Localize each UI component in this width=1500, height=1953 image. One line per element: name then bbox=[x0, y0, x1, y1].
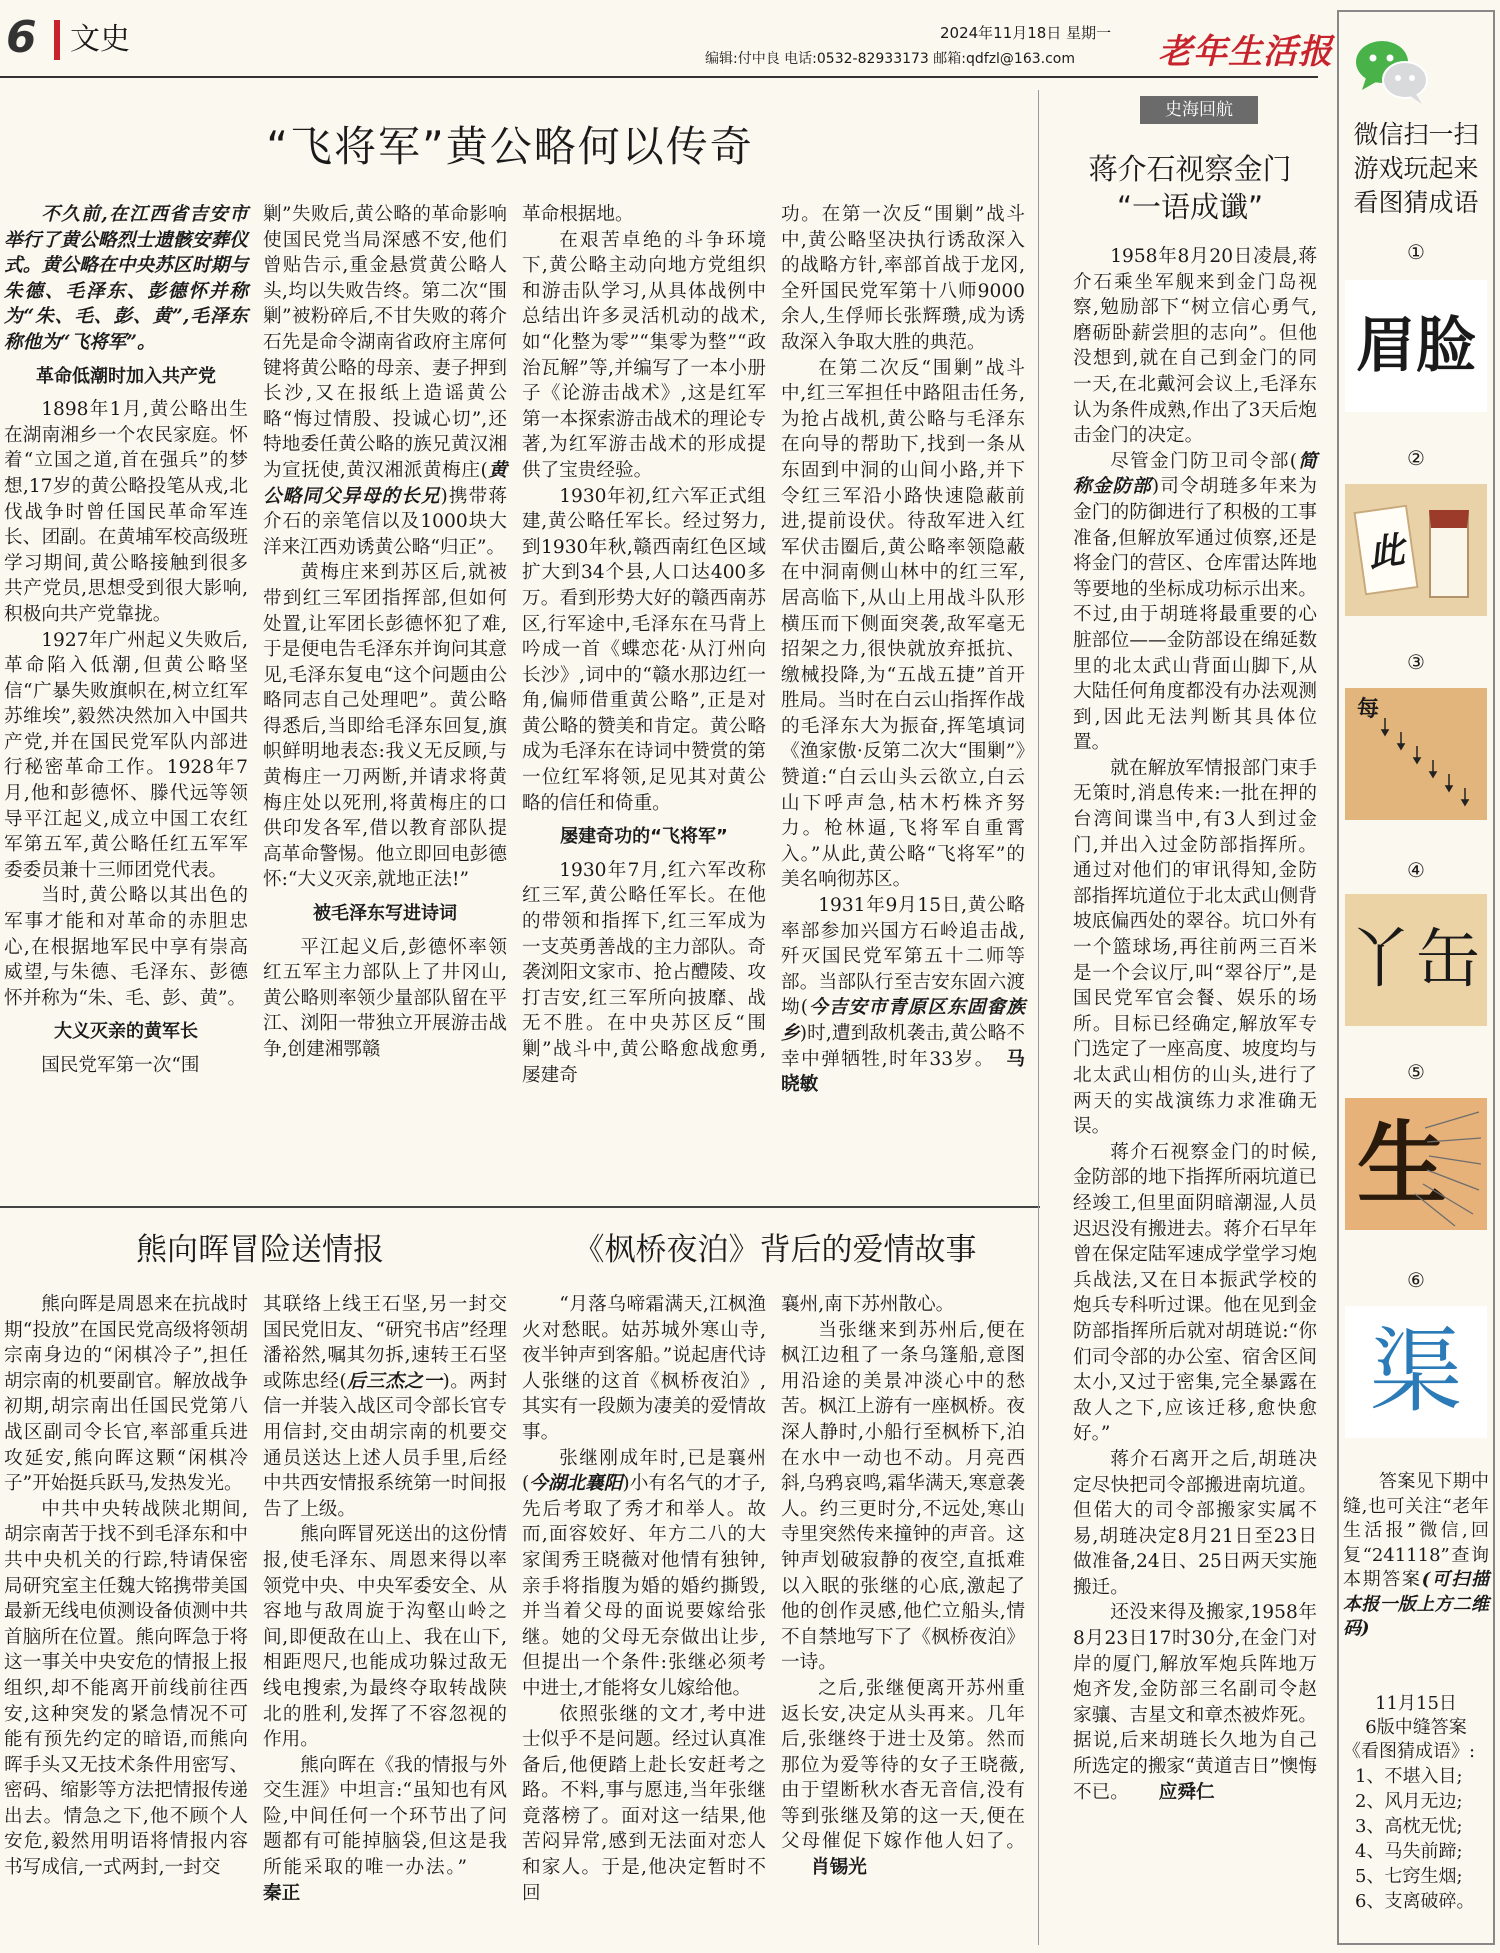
paragraph: 当时,黄公略以其出色的军事才能和对革命的赤胆忠心,在根据地军民中享有崇高威望,与朱德、毛泽东、彭德怀并称为“朱、毛、彭、黄”。 bbox=[4, 885, 248, 1009]
paragraph: 1931年9月15日,黄公略率部参加兴国方石岭追击战,歼灭国民党军第五十二师等部。当部队行至吉安东固六渡坳(今吉安市青原区东固畲族乡)时,遭到敌机袭击,黄公略不幸中弹牺牲,时年33岁。 马晓敏 bbox=[781, 895, 1025, 1096]
puzzle-glyph: 此 bbox=[1353, 505, 1418, 596]
puzzle-number: ③ bbox=[1407, 650, 1425, 674]
paragraph: 蒋介石离开之后,胡琏决定尽快把司令部搬进南坑道。但偌大的司令部搬家实属不易,胡琏决定8月21日至23日做准备,24日、25日两天实施搬迁。 bbox=[1073, 1448, 1317, 1598]
paragraph: 剿”失败后,黄公略的革命影响使国民党当局深感不安,他们曾贴告示,重金悬赏黄公略人头,均以失败告终。第二次“围剿”被粉碎后,不甘失败的蒋介石先是命令湖南省政府主席何键将黄公略的母亲、妻子押到长沙,又在报纸上造谣黄公略“悔过情殷、投诚心切”,还特地委任黄公略的族兄黄汉湘为宣抚使,黄汉湘派黄梅庄(黄公略同父异母的长兄)携带蒋介石的亲笔信以及1000块大洋来江西劝诱黄公略“归正”。 bbox=[263, 204, 507, 558]
wechat-icon bbox=[1350, 28, 1432, 110]
xiong-title: 熊向晖冒险送情报 bbox=[136, 1232, 384, 1268]
header-rule bbox=[0, 76, 1318, 78]
promo-line-1: 微信扫一扫 bbox=[1353, 120, 1479, 149]
puzzle-number: ④ bbox=[1407, 858, 1425, 882]
author: 马晓敏 bbox=[781, 1048, 1025, 1096]
subhead-2: 大义灭亲的黄军长 bbox=[54, 1021, 198, 1043]
author: 肖锡光 bbox=[811, 1857, 867, 1879]
paragraph: 1898年1月,黄公略出生在湖南湘乡一个农民家庭。怀着“立国之道,首在强兵”的梦想,17岁的黄公略投笔从戎,北伐战争时曾任国民革命军连长、团副。在黄埔军校高级班学习期间,黄公略接触到很多共产党员,思想受到很大影响,积极向共产党靠拢。 bbox=[4, 399, 248, 625]
puzzle-image-5 bbox=[1345, 1098, 1487, 1230]
annotation: 黄公略同父异母的长兄 bbox=[263, 459, 507, 507]
puzzle-image-6 bbox=[1345, 1306, 1487, 1438]
paragraph: 在艰苦卓绝的斗争环境下,黄公略主动向地方党组织和游击队学习,从具体战例中总结出许多灵活机动的战术,如“化整为零”“集零为整”“政治瓦解”等,并编写了一本小册子《论游击战术》,这是红军第一本探索游击战术的理论专著,为红军游击战术的形成提供了宝贵经验。 bbox=[522, 229, 766, 481]
paragraph: 在第二次反“围剿”战斗中,红三军担任中路阻击任务,为抢占战机,黄公略与毛泽东在向导的帮助下,找到一条从东固到中洞的山间小路,并下令红三军沿小路快速隐蔽前进,提前设伏。待敌军进入红军伏击圈后,黄公略率领隐蔽在中洞南侧山林中的红三军,居高临下,从山上用战斗队形横压而下侧面突袭,敌军毫无招架之力,很快就放弃抵抗、缴械投降,为“五战五捷”首开胜局。当时在白云山指挥作战的毛泽东大为振奋,挥笔填词《渔家傲·反第二次大“围剿”》赞道:“白云山头云欲立,白云山下呼声急,枯木朽株齐努力。枪林逼,飞将军自重霄入。”从此,黄公略“飞将军”的美名响彻苏区。 bbox=[781, 357, 1025, 891]
feature-intro: 不久前,在江西省吉安市举行了黄公略烈士遗骸安葬仪式。黄公略在中央苏区时期与朱德、毛泽东、彭德怀并称为“朱、毛、彭、黄”,毛泽东称他为“飞将军”。 bbox=[4, 204, 248, 353]
promo-line-2: 游戏玩起来 bbox=[1353, 154, 1479, 183]
author: 秦正 bbox=[263, 1882, 301, 1904]
fengqiao-title: 《枫桥夜泊》背后的爱情故事 bbox=[573, 1232, 977, 1268]
section-name: 文史 bbox=[70, 22, 130, 57]
seal-stamp bbox=[1429, 510, 1469, 598]
paragraph: 1958年8月20日凌晨,蒋介石乘坐军舰来到金门岛视察,勉励部下“树立信心勇气,磨砺卧薪尝胆的志向”。但他没想到,就在自己到金门的同一天,在北戴河会议上,毛泽东认为条件成熟,作出了3天后炮击金门的决定。 bbox=[1073, 246, 1317, 447]
puzzle-glyph: 生 bbox=[1357, 1111, 1447, 1217]
paragraph: 其联络上线王石坚,另一封交国民党旧友、“研究书店”经理潘裕然,嘱其勿拆,速转王石坚或陈忠经(后三杰之一)。两封信一并装入战区司令部长官专用信封,交由胡宗南的机要交通员送达上述人员手里,后经中共西安情报系统第一时间报告了上级。 bbox=[263, 1294, 507, 1520]
feature-col-2 bbox=[263, 202, 507, 1063]
subhead-4: 屡建奇功的“飞将军” bbox=[560, 826, 728, 848]
prev-answer-item: 2、风月无边; bbox=[1355, 1791, 1463, 1812]
prev-answer-item: 6、支离破碎。 bbox=[1355, 1891, 1475, 1912]
section-rule bbox=[0, 1206, 1040, 1208]
puzzle-glyph: 眉脸 bbox=[1356, 311, 1476, 381]
annotation: 今吉安市青原区东固畲族乡 bbox=[781, 997, 1025, 1044]
puzzle-image-3 bbox=[1345, 688, 1487, 820]
column-tag: 史海回航 bbox=[1140, 96, 1258, 124]
feature-col-4 bbox=[781, 202, 1025, 1098]
prev-answer-list bbox=[1355, 1764, 1495, 1914]
annotation: 今湖北襄阳 bbox=[529, 1473, 623, 1495]
paragraph: 还没来得及搬家,1958年8月23日17时30分,在金门对岸的厦门,解放军炮兵阵地万炮齐发,金防部三名副司令赵家骧、吉星文和章杰被炸死。据说,后来胡琏长久地为自己所选定的搬家“黄道吉日”懊悔不已。 应舜仁 bbox=[1073, 1602, 1317, 1803]
paragraph: 当张继来到苏州后,便在枫江边租了一条乌篷船,意图用沿途的美景冲淡心中的愁苦。枫江上游有一座枫桥。夜深人静时,小船行至枫桥下,泊在水中一动也不动。月亮西斜,乌鸦哀鸣,霜华满天,寒意袭人。约三更时分,不远处,寒山寺里突然传来撞钟的声音。这钟声划破寂静的夜空,直抵难以入眠的张继的心底,激起了他的创作灵感,他伫立船头,情不自禁地写下了《枫桥夜泊》一诗。 bbox=[781, 1319, 1025, 1674]
fengqiao-col-1 bbox=[522, 1292, 766, 1906]
paragraph: 1927年广州起义失败后,革命陷入低潮,但黄公略坚信“广暴失败旗帜在,树立红军苏维埃”,毅然决然加入中国共产党,并在国民党军队内部进行秘密革命工作。1928年7月,他和彭德怀、滕代远等领导平江起义,成立中国工农红军第五军,黄公略任红五军军委委员兼十三师团党代表。 bbox=[4, 629, 248, 881]
subhead-1: 革命低潮时加入共产党 bbox=[36, 365, 216, 387]
paragraph: 熊向晖是周恩来在抗战时期“投放”在国民党高级将领胡宗南身边的“闲棋冷子”,担任胡宗南的机要副官。解放战争初期,胡宗南出任国民党第八战区副司令长官,率部重兵进攻延安,熊向晖这颗“闲棋冷子”开始挺兵跃马,发热发光。 bbox=[4, 1294, 248, 1495]
puzzle-number: ② bbox=[1407, 446, 1425, 470]
puzzle-image-1 bbox=[1345, 280, 1487, 412]
feature-title: “飞将军”黄公略何以传奇 bbox=[266, 122, 754, 171]
prev-answer-item: 3、高枕无忧; bbox=[1355, 1816, 1463, 1837]
puzzle-glyph: 渠 bbox=[1369, 1318, 1462, 1425]
issue-date: 2024年11月18日 星期一 bbox=[940, 24, 1112, 42]
jiang-title-1: 蒋介石视察金门 bbox=[1088, 152, 1292, 186]
paragraph: 襄州,南下苏州散心。 bbox=[781, 1294, 955, 1315]
answer-note: 答案见下期中缝,也可关注“老年生活报”微信,回复“241118”查询本期答案(可扫描本报一版上方二维码) bbox=[1343, 1471, 1489, 1639]
paragraph: 就在解放军情报部门束手无策时,消息传来:一批在押的台湾间谍当中,有3人到过金门,并出入过金防部指挥所。通过对他们的审讯得知,金防部指挥坑道位于北太武山侧背坡底偏西处的翠谷。坑口外有一个篮球场,再往前两三百米是一个会议厅,叫“翠谷厅”,是国民党军官会餐、娱乐的场所。目标已经确定,解放军专门选定了一座高度、坡度均与北太武山相仿的山头,进行了两天的实战演练力求准确无误。 bbox=[1073, 757, 1317, 1138]
puzzle-smoke bbox=[1345, 1098, 1487, 1230]
paragraph: 平江起义后,彭德怀率领红五军主力部队上了井冈山,黄公略则率领少量部队留在平江、浏阳一带独立开展游击战争,创建湘鄂赣 bbox=[263, 936, 507, 1060]
paragraph: 1930年初,红六军正式组建,黄公略任军长。经过努力,到1930年秋,赣西南红色区域扩大到34个县,人口达400多万。看到形势大好的赣西南苏区,行军途中,毛泽东在马背上吟成一首《蝶恋花·从汀州向长沙》,词中的“赣水那边红一角,偏师借重黄公略”,正是对黄公略的赞美和肯定。黄公略成为毛泽东在诗词中赞赏的第一位红军将领,足见其对黄公略的信任和倚重。 bbox=[522, 485, 766, 814]
paragraph: 蒋介石视察金门的时候,金防部的地下指挥所兩坑道已经竣工,但里面阴暗潮湿,人员迟迟没有搬进去。蒋介石早年曾在保定陆军速成学堂学习炮兵战法,又在日本振武学校的炮兵专科听过课。他在见到金防部指挥所后就对胡琏说:“你们司令部的办公室、宿舍区间太小,又过于密集,完全暴露在敌人之下,应该迁移,愈快愈好。” bbox=[1073, 1141, 1317, 1445]
puzzle-image-4 bbox=[1345, 894, 1487, 1026]
puzzle-glyph: 丫缶 bbox=[1348, 923, 1484, 997]
header-divider bbox=[54, 20, 60, 60]
xiong-col-1 bbox=[4, 1292, 248, 1881]
puzzle-number: ① bbox=[1407, 240, 1425, 264]
fengqiao-col-2 bbox=[781, 1292, 1025, 1881]
jiang-title-2: “一语成谶” bbox=[1116, 190, 1264, 224]
prev-answer-title-1: 11月15日 bbox=[1375, 1693, 1457, 1714]
paragraph: 熊向晖冒死送出的这份情报,使毛泽东、周恩来得以率领党中央、中央军委安全、从容地与敌周旋于沟壑山岭之间,即便敌在山上、我在山下,相距咫尺,也能成功躲过敌无线电搜索,为最终夺取转战陕北的胜利,发挥了不容忽视的作用。 bbox=[263, 1524, 507, 1751]
paragraph: 中共中央转战陕北期间,胡宗南苦于找不到毛泽东和中共中央机关的行踪,特请保密局研究室主任魏大铭携带美国最新无线电侦测设备侦测中共首脑所在位置。熊向晖急于将这一事关中央安危的情报上报组织,却不能离开前线前往西安,这种突发的紧急情况不可能有预先约定的暗语,而熊向晖手头又无技术条件用密写、密码、缩影等方法把情报传递出去。情急之下,他不顾个人安危,毅然用明语将情报内容书写成信,一式两封,一封交 bbox=[4, 1498, 248, 1879]
prev-answer-item: 5、七窍生烟; bbox=[1355, 1866, 1463, 1887]
paragraph: “月落乌啼霜满天,江枫渔火对愁眠。姑苏城外寒山寺,夜半钟声到客船。”说起唐代诗人张继的这首《枫桥夜泊》,其实有一段颇为凄美的爱情故事。 bbox=[522, 1294, 766, 1443]
paragraph: 功。在第一次反“围剿”战斗中,黄公略坚决执行诱敌深入的战略方针,率部首战于龙冈,全歼国民党军第十八师9000余人,生俘师长张辉瓒,成为诱敌深入争取大胜的典范。 bbox=[781, 204, 1025, 353]
paragraph: 革命根据地。 bbox=[522, 204, 634, 225]
puzzle-number: ⑤ bbox=[1407, 1060, 1425, 1084]
paragraph: 张继刚成年时,已是襄州(今湖北襄阳)小有名气的才子,先后考取了秀才和举人。故而,面容姣好、年方二八的大家闺秀王晓薇对他情有独钟,亲手将指腹为婚的婚约撕毁,并当着父母的面说要嫁给张继。她的父母无奈做出让步,但提出一个条件:张继必须考中进士,才能将女儿嫁给他。 bbox=[522, 1447, 766, 1699]
paragraph: 之后,张继便离开苏州重返长安,决定从头再来。几年后,张继终于进士及第。然而那位为爱等待的女子王晓薇,由于望断秋水杳无音信,没有等到张继及第的这一天,便在父母催促下嫁作他人妇了。肖锡光 bbox=[781, 1677, 1025, 1879]
paragraph: 依照张继的文才,考中进士似乎不是问题。经过认真准备后,他便踏上赴长安赶考之路。不料,事与愿违,当年张继竟落榜了。面对这一结果,他苦闷异常,感到无法面对恋人和家人。于是,他决定暂时不回 bbox=[522, 1703, 766, 1904]
paragraph: 国民党军第一次“围 bbox=[41, 1055, 200, 1076]
page-number: 6 bbox=[6, 12, 37, 63]
annotation: 简称金防部 bbox=[1073, 450, 1317, 498]
paragraph: 黄梅庄来到苏区后,就被带到红三军团指挥部,但如何处置,让军团长彭德怀犯了难,于是便电告毛泽东并询问其意见,毛泽东复电“这个问题由公略同志自己处理吧”。黄公略得悉后,当即给毛泽东回复,旗帜鲜明地表态:我义无反顾,与黄梅庄一刀两断,并请求将黄梅庄处以死刑,将黄梅庄的口供印发各军,借以教育部队提高革命警惕。他立即回电彭德怀:“大义灭亲,就地正法!” bbox=[263, 562, 507, 891]
paragraph: 熊向晖在《我的情报与外交生涯》中坦言:“虽知也有风险,中间任何一个环节出了问题都有可能掉脑袋,但这是我所能采取的唯一办法。”秦正 bbox=[263, 1754, 507, 1904]
column-rule bbox=[1038, 90, 1039, 1945]
editor-info: 编辑:付中良 电话:0532-82933173 邮箱:qdfzl@163.com bbox=[705, 51, 1076, 67]
prev-answer-title-2: 6版中缝答案 bbox=[1365, 1717, 1467, 1738]
puzzle-number: ⑥ bbox=[1407, 1268, 1425, 1292]
xiong-col-2 bbox=[263, 1292, 507, 1906]
paragraph: 尽管金门防卫司令部(简称金防部)司令胡琏多年来为金门的防御进行了积极的工事准备,但解放军通过侦察,还是将金门的营区、仓库雷达阵地等要地的坐标成功标示出来。不过,由于胡琏将最重要的心脏部位——金防部设在绵延数里的北太武山背面山脚下,从大陆任何角度都没有办法观测到,因此无法判断其具体位置。 bbox=[1073, 450, 1317, 754]
paragraph: 1930年7月,红六军改称红三军,黄公略任军长。在他的带领和指挥下,红三军成为一支英勇善战的主力部队。奇袭浏阳文家市、抢占醴陵、攻打吉安,红三军所向披靡、战无不胜。在中央苏区反“围剿”战斗中,黄公略愈战愈勇,屡建奇 bbox=[522, 859, 766, 1086]
subhead-3: 被毛泽东写进诗词 bbox=[313, 903, 457, 925]
puzzle-image-2 bbox=[1345, 484, 1487, 616]
puzzle-arrows bbox=[1345, 688, 1487, 820]
feature-col-3 bbox=[522, 202, 766, 1088]
author: 应舜仁 bbox=[1158, 1781, 1215, 1803]
feature-col-1 bbox=[4, 202, 248, 1079]
prev-answer-title-3: 《看图猜成语》: bbox=[1343, 1741, 1476, 1762]
prev-answer-item: 1、不堪入目; bbox=[1355, 1766, 1463, 1787]
promo-line-3: 看图猜成语 bbox=[1353, 188, 1479, 217]
puzzle-glyph: 每 bbox=[1357, 696, 1380, 722]
answer-note-paren: (可扫描本报一版上方二维码) bbox=[1343, 1569, 1489, 1639]
jiang-col bbox=[1073, 244, 1317, 1805]
prev-answer-item: 4、马失前蹄; bbox=[1355, 1841, 1463, 1862]
newspaper-logo: 老年生活报 bbox=[1158, 32, 1333, 72]
annotation: 后三杰之一 bbox=[346, 1370, 443, 1392]
